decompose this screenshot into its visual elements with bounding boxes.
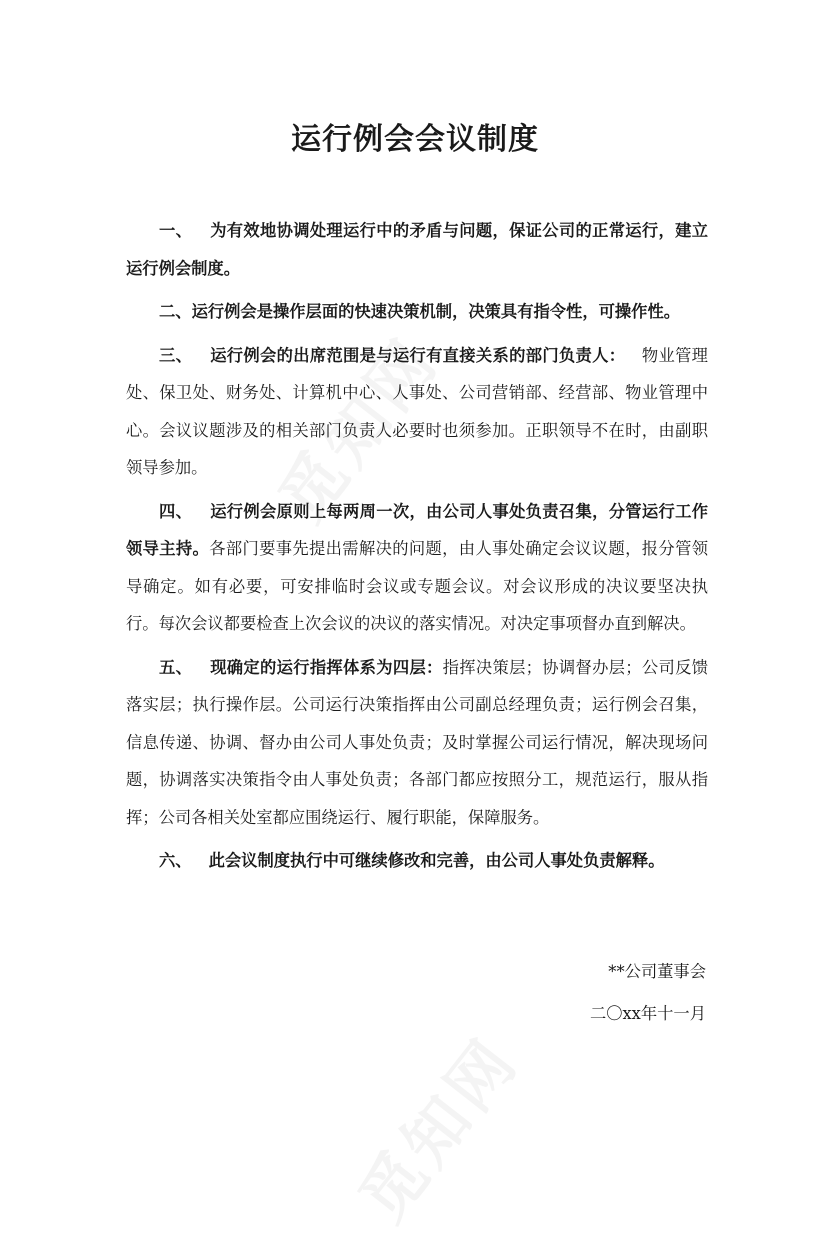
paragraph-text: 各部门要事先提出需解决的问题，由人事处确定会议议题，报分管领导确定。如有必要，可安排临时会议或专题会议。对会议形成的决议要坚决执行。每次会议都要检查上次会议的决议的落实情况。对决定事项督办直到解决。 — [126, 539, 708, 633]
signature-date: 二〇xx年十一月 — [589, 1004, 706, 1023]
paragraph-bold-text: 此会议制度执行中可继续修改和完善，由公司人事处负责解释。 — [208, 851, 665, 870]
paragraph-number: 四、 — [159, 501, 193, 521]
paragraph-text: 指挥决策层；协调督办层；公司反馈落实层；执行操作层。公司运行决策指挥由公司副总经理负责；运行例会召集，信息传递、协调、督办由公司人事处负责；及时掌握公司运行情况，解决现场问题，协调落实决策指令由人事处负责；各部门都应按照分工，规范运行，服从指挥；公司各相关处室都应围绕运行、履行职能，保障服务。 — [126, 657, 708, 827]
paragraph-bold-text: 为有效地协调处理运行中的矛盾与问题，保证公司的正常运行，建立运行例会制度。 — [126, 221, 708, 278]
paragraph-bold-text: 运行例会的出席范围是与运行有直接关系的部门负责人： — [210, 345, 626, 365]
paragraph-bold-text: 现确定的运行指挥体系为四层： — [210, 657, 443, 677]
paragraph-number: 三、 — [159, 345, 193, 365]
paragraph-bold-text: 运行例会原则上每两周一次，由公司人事处负责召集，分管运行工作领导主持。 — [126, 501, 708, 558]
document-body — [126, 212, 708, 886]
paragraph-number: 六、 — [159, 851, 192, 870]
paragraph-4 — [126, 493, 708, 643]
paragraph-number: 二、 — [159, 302, 192, 321]
paragraph-number: 一、 — [159, 221, 193, 240]
paragraph-1 — [126, 212, 708, 287]
paragraph-5 — [126, 649, 708, 837]
paragraph-2 — [126, 293, 708, 331]
paragraph-3 — [126, 337, 708, 487]
paragraph-6 — [126, 842, 708, 880]
watermark — [334, 1015, 536, 1237]
document-title: 运行例会会议制度 — [291, 122, 539, 157]
paragraph-bold-text: 运行例会是操作层面的快速决策机制，决策具有指令性，可操作性。 — [191, 302, 681, 321]
signature-issuer: **公司董事会 — [608, 962, 706, 981]
paragraph-number: 五、 — [159, 657, 193, 677]
paragraph-text: 物业管理处、保卫处、财务处、计算机中心、人事处、公司营销部、经营部、物业管理中心。会议议题涉及的相关部门负责人必要时也须参加。正职领导不在时，由副职领导参加。 — [126, 345, 708, 477]
